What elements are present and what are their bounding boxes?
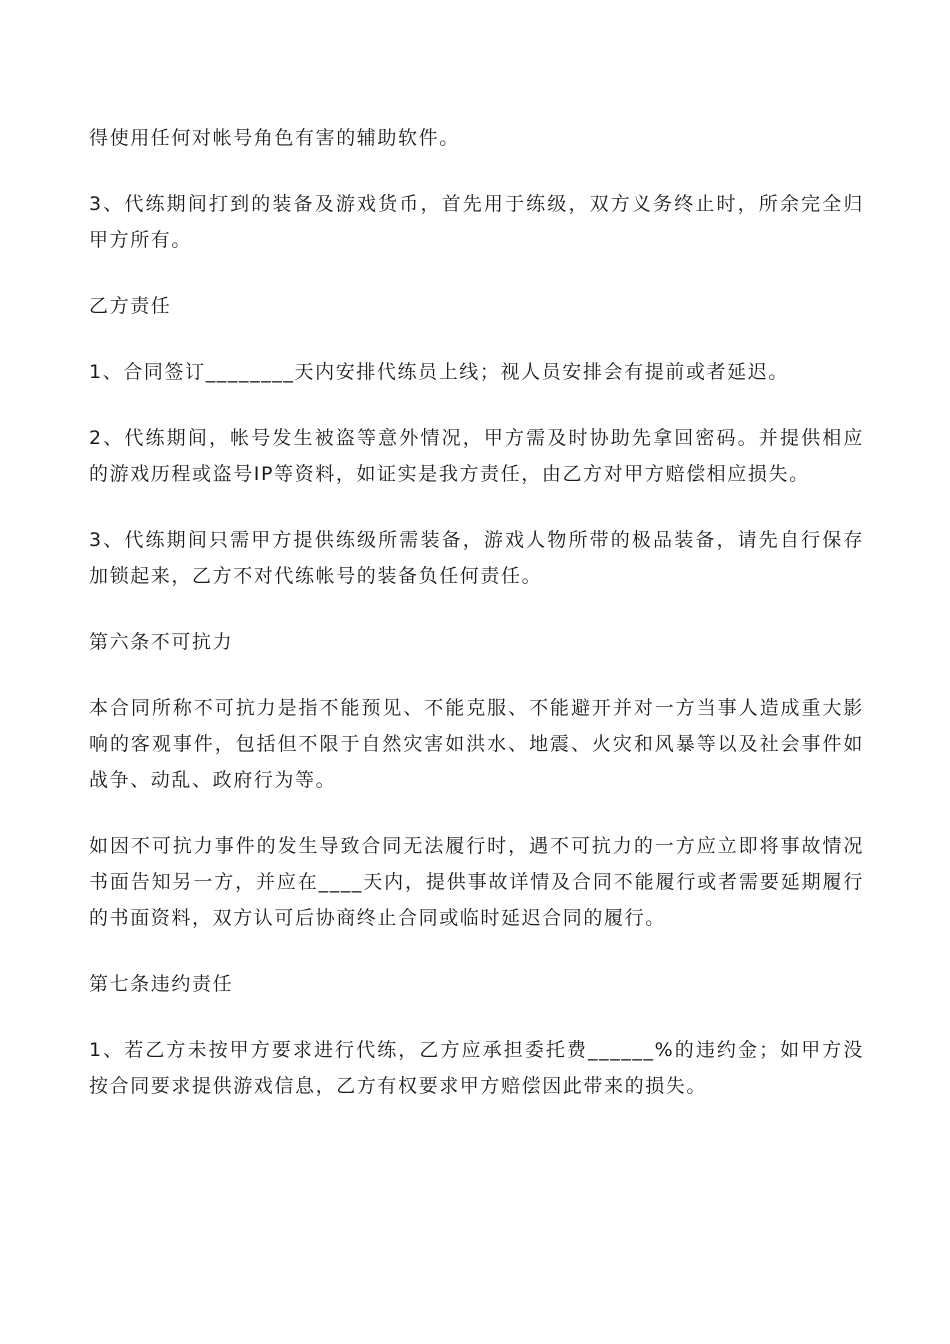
paragraph-clause-3-gear: 3、代练期间只需甲方提供练级所需装备，游戏人物所带的极品装备，请先自行保存加锁起来，乙方不对代练帐号的装备负任何责任。 [89, 529, 864, 587]
paragraph-force-majeure-procedure: 如因不可抗力事件的发生导致合同无法履行时，遇不可抗力的一方应立即将事故情况书面告知另一方，并应在____天内，提供事故详情及合同不能履行或者需要延期履行的书面资料，双方认可后协商终止合同或临时延迟合同的履行。 [89, 835, 864, 929]
section-heading-party-b-duties: 乙方责任 [89, 295, 172, 317]
paragraph-force-majeure-definition: 本合同所称不可抗力是指不能预见、不能克服、不能避开并对一方当事人造成重大影响的客观事件，包括但不限于自然灾害如洪水、地震、火灾和风暴等以及社会事件如战争、动乱、政府行为等。 [89, 697, 864, 791]
paragraph-breach-clause-1: 1、若乙方未按甲方要求进行代练，乙方应承担委托费______%的违约金；如甲方没按合同要求提供游戏信息，乙方有权要求甲方赔偿因此带来的损失。 [89, 1039, 864, 1097]
paragraph-clause-1-schedule: 1、合同签订________天内安排代练员上线；视人员安排会有提前或者延迟。 [89, 361, 789, 383]
section-heading-force-majeure: 第六条不可抗力 [89, 631, 234, 653]
paragraph-clause-3-equipment: 3、代练期间打到的装备及游戏货币，首先用于练级，双方义务终止时，所余完全归甲方所有。 [89, 193, 864, 251]
paragraph-clause-2-theft: 2、代练期间，帐号发生被盗等意外情况，甲方需及时协助先拿回密码。并提供相应的游戏历程或盗号IP等资料，如证实是我方责任，由乙方对甲方赔偿相应损失。 [89, 427, 864, 485]
paragraph-continuation: 得使用任何对帐号角色有害的辅助软件。 [89, 127, 460, 149]
section-heading-breach-liability: 第七条违约责任 [89, 973, 234, 995]
document-body [89, 120, 864, 1134]
